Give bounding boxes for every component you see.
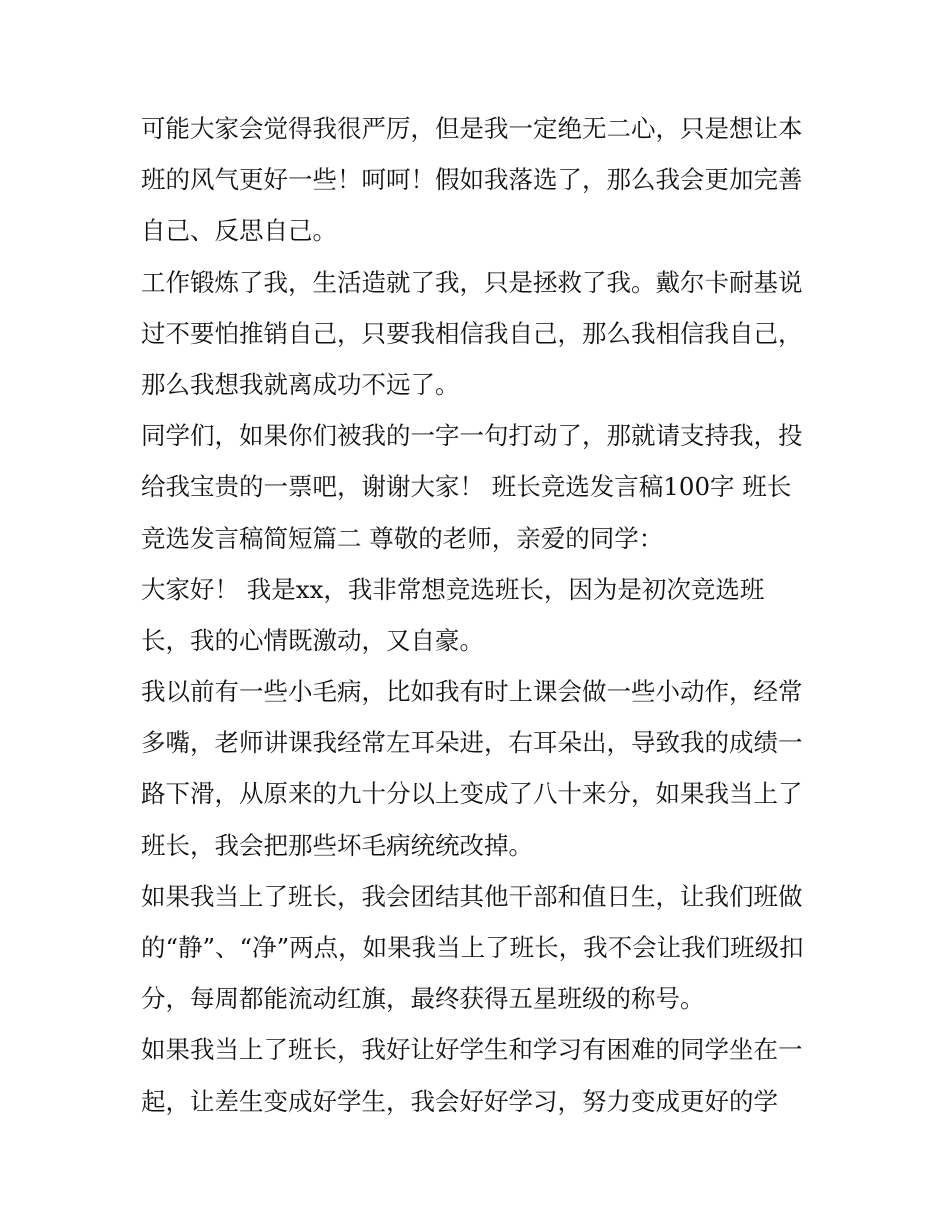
text-line: 给我宝贵的一票吧，谢谢大家！ 班长竞选发言稿100字 班长 xyxy=(141,472,792,502)
text-line: 自己、反思自己。 xyxy=(141,216,337,246)
text-line: 如果我当上了班长，我好让好学生和学习有困难的同学坐在一 xyxy=(141,1035,803,1065)
text-line: 多嘴，老师讲课我经常左耳朵进，右耳朵出，导致我的成绩一 xyxy=(141,728,803,758)
text-line: 的“静”、“净”两点，如果我当上了班长，我不会让我们班级扣 xyxy=(141,933,804,962)
text-line: 我以前有一些小毛病，比如我有时上课会做一些小动作，经常 xyxy=(141,677,803,707)
text-line: 班的风气更好一些！呵呵！假如我落选了，那么我会更加完善 xyxy=(141,165,803,195)
document-body xyxy=(141,103,821,1127)
text-line: 可能大家会觉得我很严厉，但是我一定绝无二心，只是想让本 xyxy=(141,114,803,143)
text-line: 那么我想我就离成功不远了。 xyxy=(141,369,460,399)
text-line: 如果我当上了班长，我会团结其他干部和值日生，让我们班做 xyxy=(141,881,803,911)
text-line: 班长，我会把那些坏毛病统统改掉。 xyxy=(141,830,533,860)
text-line: 过不要怕推销自己，只要我相信我自己，那么我相信我自己， xyxy=(141,318,803,348)
text-line: 大家好！ 我是xx，我非常想竞选班长，因为是初次竞选班 xyxy=(141,574,765,604)
text-line: 竞选发言稿简短篇二 尊敬的老师，亲爱的同学： xyxy=(141,523,664,553)
text-line: 同学们，如果你们被我的一字一句打动了，那就请支持我，投 xyxy=(141,421,803,451)
text-line: 路下滑，从原来的九十分以上变成了八十来分，如果我当上了 xyxy=(141,779,803,809)
text-line: 分，每周都能流动红旗，最终获得五星班级的称号。 xyxy=(141,984,705,1014)
text-line: 长，我的心情既激动，又自豪。 xyxy=(141,625,484,655)
text-line: 工作锻炼了我，生活造就了我，只是拯救了我。戴尔卡耐基说 xyxy=(141,267,803,297)
text-line: 起，让差生变成好学生，我会好好学习，努力变成更好的学 xyxy=(141,1086,778,1116)
